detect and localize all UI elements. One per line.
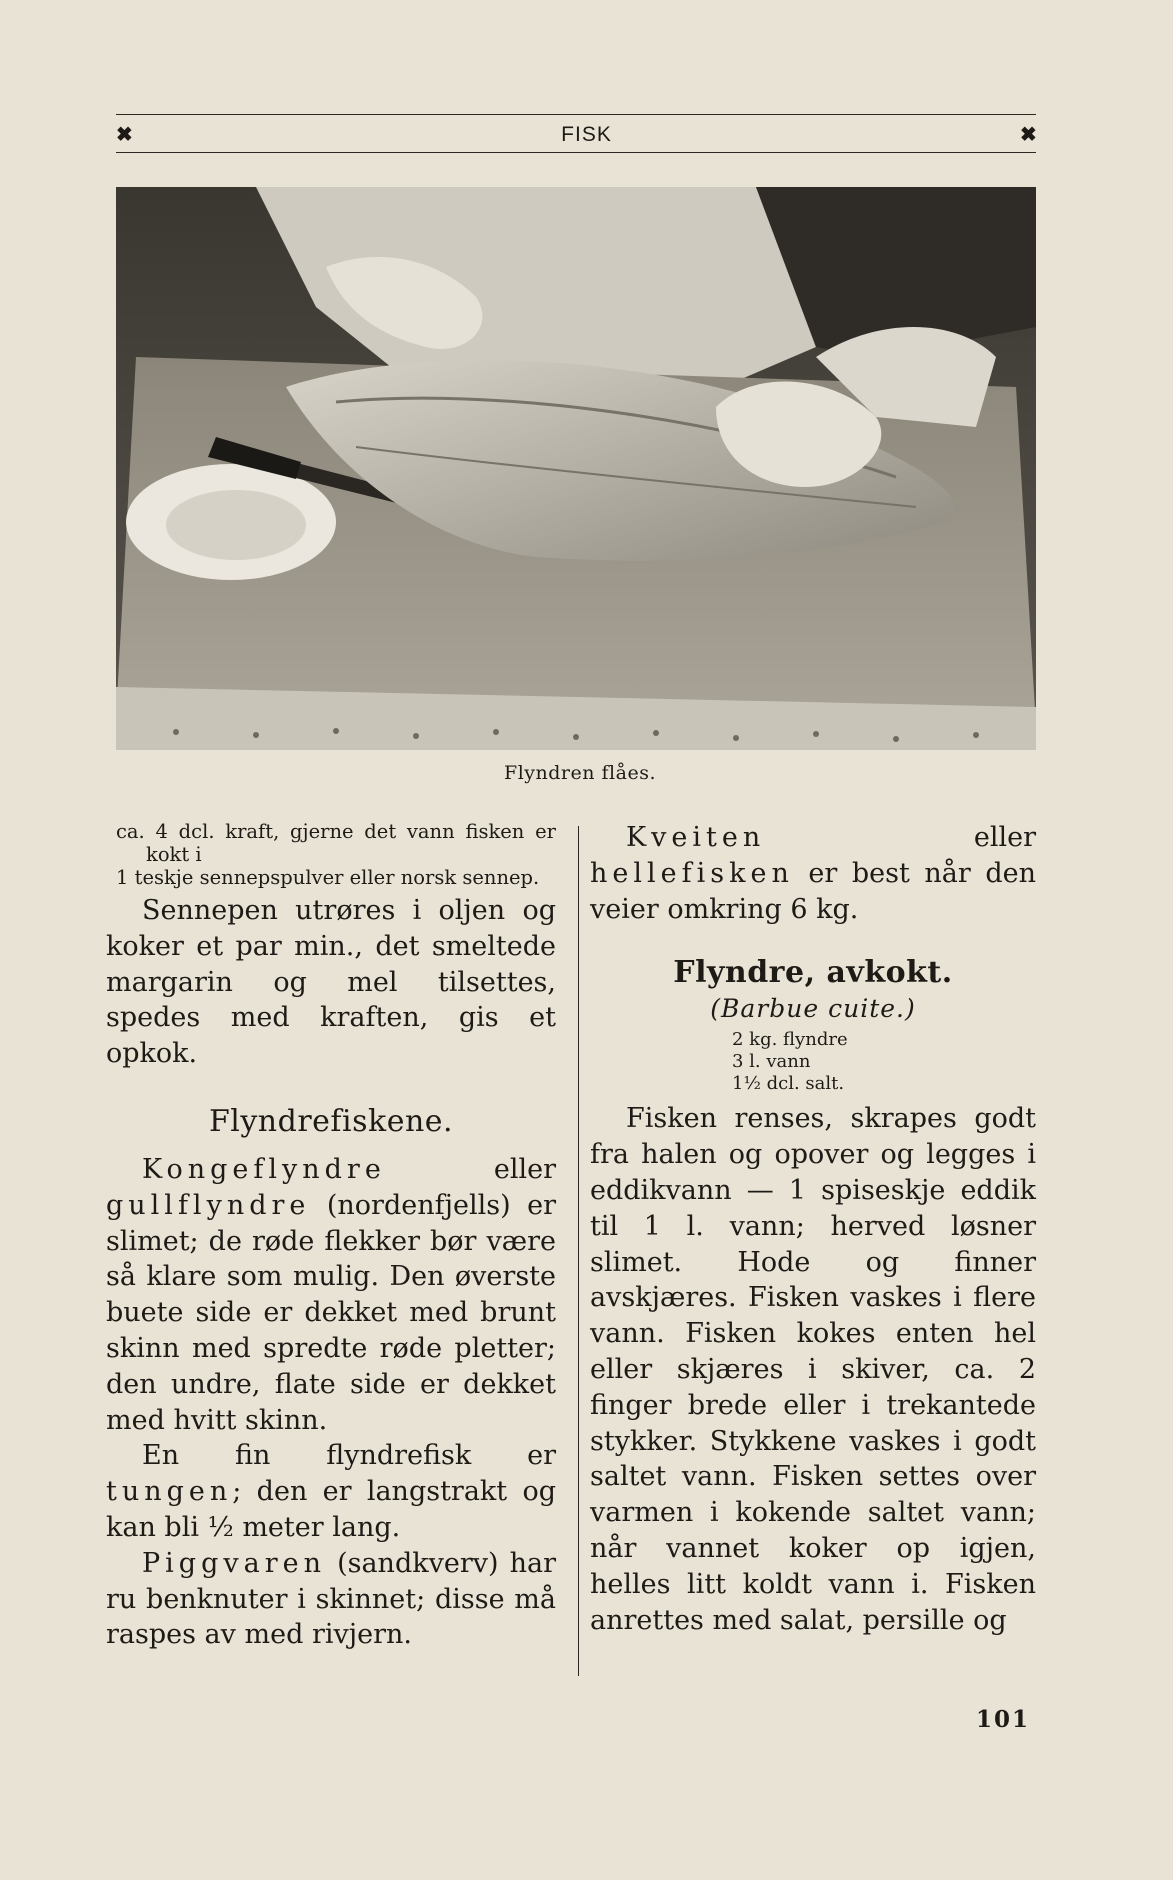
right-column bbox=[590, 820, 1036, 1638]
recipe-subtitle: (Barbue cuite.) bbox=[710, 994, 916, 1024]
section-heading-flyndrefiskene: Flyndrefiskene. bbox=[208, 1103, 454, 1139]
ingredient-line: 1½ dcl. salt. bbox=[732, 1073, 845, 1095]
header-right-ornament: ✖ bbox=[1020, 122, 1037, 146]
column-divider bbox=[578, 826, 579, 1676]
running-header: FISK bbox=[561, 123, 612, 146]
paragraph-sauce: Sennepen utrøres i oljen og koker et par min., det smeltede margarin og mel tilsettes, spedes med kraften, gis et opkok. bbox=[106, 895, 556, 1070]
paragraph-kongeflyndre: Kongeflyndre eller gullflyndre (nordenfjells) er slimet; de røde flekker bør være så klare som mulig. Den øverste buete side er dekket med brunt skinn med spredte røde pletter; den undre, flate side er dekket med hvitt skinn. bbox=[106, 1153, 556, 1436]
paragraph-kveiten: Kveiten eller hellefisken er best når den veier omkring 6 kg. bbox=[590, 822, 1036, 925]
paragraph-tungen: En fin flyndrefisk er tungen; den er langstrakt og kan bli ½ meter lang. bbox=[106, 1440, 556, 1543]
header-top-rule bbox=[116, 114, 1036, 115]
ingredient-line: ca. 4 dcl. kraft, gjerne det vann fisken er kokt i bbox=[116, 820, 556, 866]
photo-illustration bbox=[116, 187, 1036, 750]
ingredient-line: 3 l. vann bbox=[732, 1051, 811, 1073]
photo-skinning-flounder bbox=[116, 187, 1036, 750]
ingredient-line: 1 teskje sennepspulver eller norsk sennep. bbox=[116, 866, 540, 889]
paragraph-method: Fisken renses, skrapes godt fra halen og opover og legges i eddikvann — 1 spiseskje eddik til 1 l. vann; herved løsner slimet. Hode og finner avskjæres. Fisken vaskes i flere vann. Fisken kokes enten hel eller skjæres i skiver, ca. 2 finger brede eller i trekantede stykker. Stykkene vaskes i godt saltet vann. Fisken settes over varmen i kokende saltet vann; når vannet koker op igjen, helles litt koldt vann i. Fisken anrettes med salat, persille og bbox=[590, 1103, 1036, 1636]
page-number: 101 bbox=[976, 1706, 1031, 1733]
term-tungen: tungen bbox=[106, 1476, 233, 1508]
left-column bbox=[106, 820, 556, 1653]
paragraph-piggvaren: Piggvaren (sandkverv) har ru benknuter i skinnet; disse må raspes av med rivjern. bbox=[106, 1547, 556, 1651]
ingredient-line: 2 kg. flyndre bbox=[732, 1029, 848, 1051]
recipe-title: Flyndre, avkokt. bbox=[673, 955, 953, 991]
term-piggvaren: Piggvaren bbox=[142, 1547, 326, 1579]
figure-caption: Flyndren flåes. bbox=[504, 762, 656, 784]
header-left-ornament: ✖ bbox=[116, 122, 133, 146]
term-gullflyndre: gullflyndre bbox=[106, 1189, 311, 1221]
term-kveiten: Kveiten bbox=[626, 822, 766, 853]
ingredient-list bbox=[590, 1029, 1036, 1095]
term-kongeflyndre: Kongeflyndre bbox=[142, 1153, 386, 1185]
term-hellefisken: hellefisken bbox=[590, 857, 794, 889]
header-bottom-rule bbox=[116, 152, 1036, 153]
